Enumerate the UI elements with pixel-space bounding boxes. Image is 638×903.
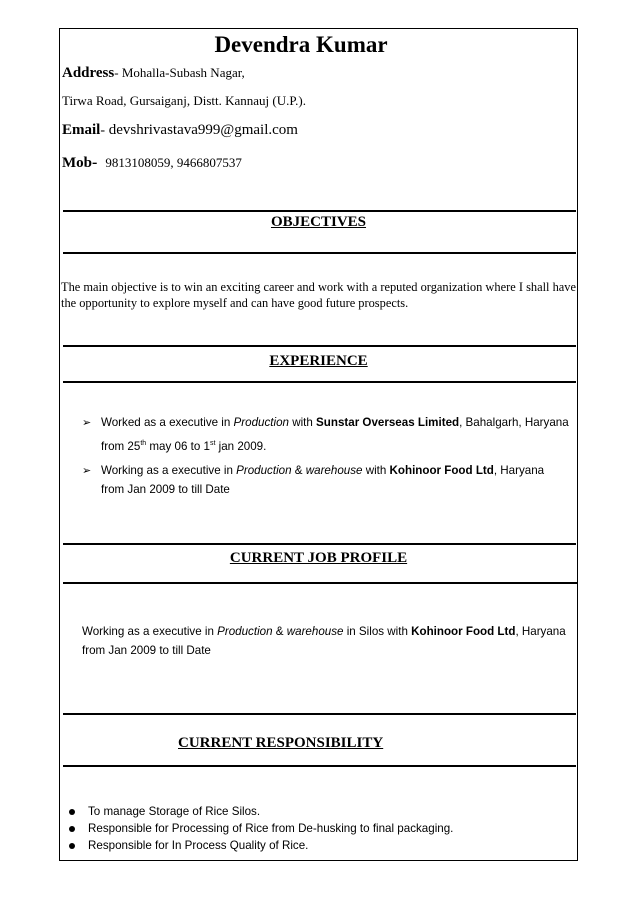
experience-heading: EXPERIENCE [269,353,368,369]
bullet-icon [69,843,75,849]
job-profile-rule-bottom [63,582,578,584]
responsibility-rule-top [63,713,576,715]
address-label: Address [62,65,115,81]
address-line1-text: Mohalla-Subash Nagar, [118,65,245,80]
objectives-text: The main objective is to win an exciting career and work with a reputed organization where I shall have the opportunity to explore myself and can have good future prospects. [61,280,576,310]
bullet-icon [69,826,75,832]
responsibility-item: Responsible for In Process Quality of Rice. [88,839,309,852]
experience-item-1 [101,413,571,456]
objectives-heading: OBJECTIVES [270,214,367,230]
arrow-bullet-icon: ➢ [82,417,92,429]
mobile-line [62,154,242,172]
bullet-icon [69,809,75,815]
responsibility-item: Responsible for Processing of Rice from De-husking to final packaging. [88,822,454,835]
experience-rule-bottom [63,381,576,383]
email-separator: - [100,123,106,138]
mobile-value: 9813108059, 9466807537 [105,155,242,170]
responsibility-rule-bottom [63,765,576,767]
email-line [62,121,298,139]
objectives-rule-bottom [63,252,576,254]
address-line-1 [62,64,245,82]
mobile-label: Mob [62,155,92,171]
email-value: devshrivastava999@gmail.com [105,122,298,138]
objectives-rule-top [63,210,576,212]
experience-item-2-line1: Working as a executive in Production & warehouse with Kohinoor Food Ltd, Haryana [101,464,545,477]
responsibility-heading: CURRENT RESPONSIBILITY [178,735,384,751]
experience-item-1-line1: Worked as a executive in Production with Sunstar Overseas Limited, Bahalgarh, Haryana [101,416,569,429]
experience-rule-top [63,345,576,347]
experience-item-2 [101,461,571,499]
address-separator: - [114,65,119,80]
job-profile-line1: Working as a executive in Production & warehouse in Silos with Kohinoor Food Ltd, Haryana [82,625,566,638]
responsibility-item: To manage Storage of Rice Silos. [88,805,261,818]
address-line-2: Tirwa Road, Gursaiganj, Distt. Kannauj (U.P.). [62,93,306,108]
job-profile-line2: from Jan 2009 to till Date [82,644,211,657]
job-profile-rule-top [63,543,576,545]
arrow-bullet-icon: ➢ [82,465,92,477]
email-label: Email [62,122,101,138]
experience-item-2-line2: from Jan 2009 to till Date [101,483,230,496]
job-profile-text [82,622,572,660]
experience-item-1-line2: from 25th may 06 to 1st jan 2009. [101,439,267,453]
candidate-name: Devendra Kumar [214,32,388,57]
job-profile-heading: CURRENT JOB PROFILE [229,550,408,566]
mobile-separator: - [92,154,98,171]
